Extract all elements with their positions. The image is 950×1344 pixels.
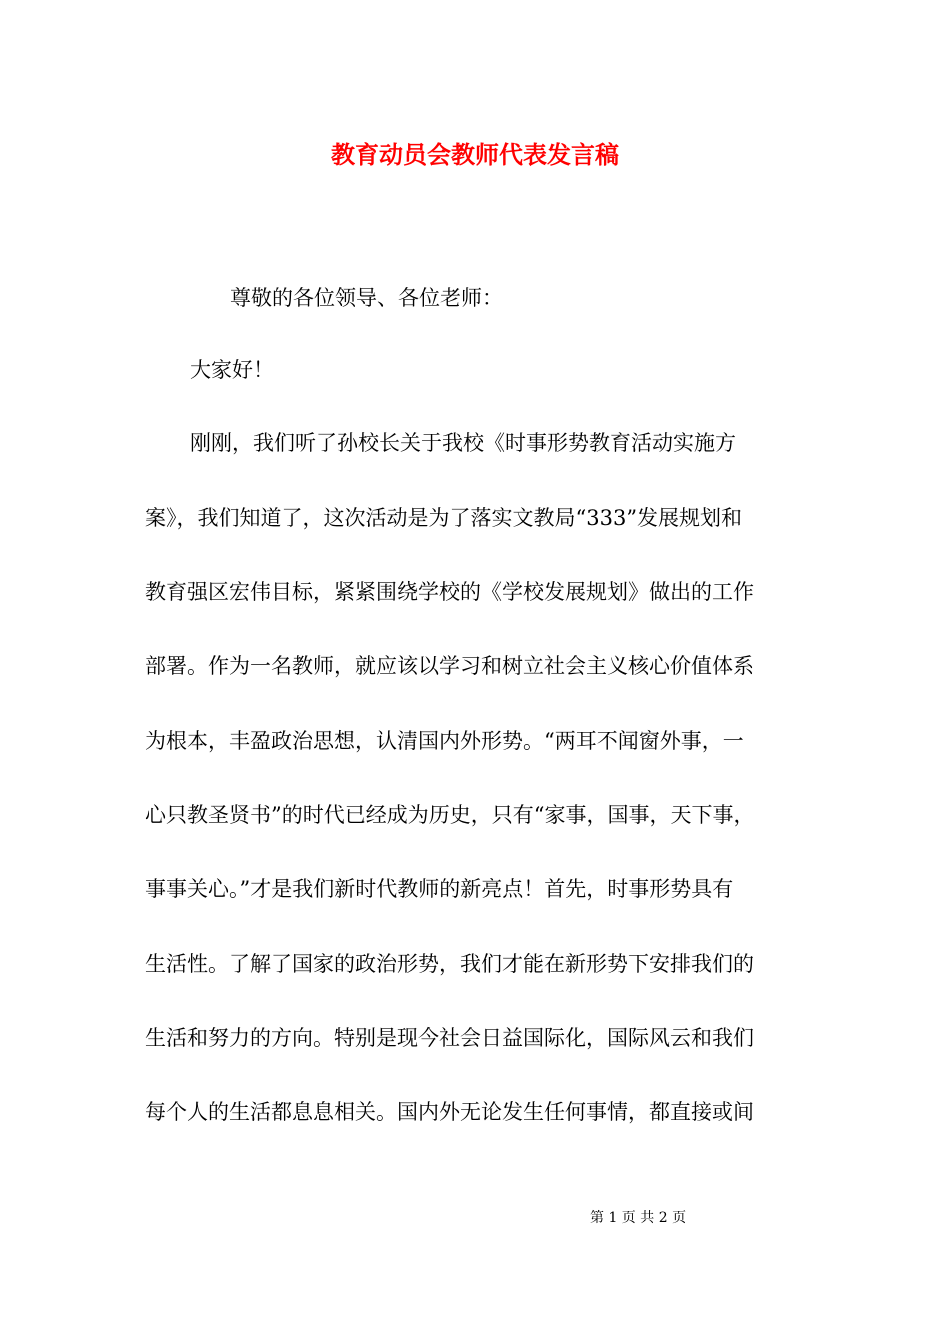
- body-line: 生活和努力的方向。特别是现今社会日益国际化，国际风云和我们: [145, 1026, 754, 1050]
- body-line: 部署。作为一名教师，就应该以学习和树立社会主义核心价值体系: [145, 654, 754, 678]
- body-line: 刚刚，我们听了孙校长关于我校《时事形势教育活动实施方: [190, 431, 736, 455]
- page-number-footer: 第 1 页 共 2 页: [590, 1210, 687, 1226]
- document-title: 教育动员会教师代表发言稿: [331, 140, 619, 169]
- body-line: 心只教圣贤书”的时代已经成为历史，只有“家事，国事，天下事，: [145, 803, 755, 827]
- body-line: 每个人的生活都息息相关。国内外无论发生任何事情，都直接或间: [145, 1100, 754, 1124]
- body-line: 教育强区宏伟目标，紧紧围绕学校的《学校发展规划》做出的工作: [145, 580, 754, 604]
- body-line: 事事关心。”才是我们新时代教师的新亮点！首先，时事形势具有: [145, 877, 734, 901]
- salutation: 尊敬的各位领导、各位老师：: [230, 286, 503, 310]
- body-line: 案》，我们知道了，这次活动是为了落实文教局“333”发展规划和: [145, 506, 743, 530]
- greeting: 大家好！: [190, 358, 274, 382]
- body-line: 生活性。了解了国家的政治形势，我们才能在新形势下安排我们的: [145, 952, 754, 976]
- body-line: 为根本，丰盈政治思想，认清国内外形势。“两耳不闻窗外事，一: [145, 729, 744, 753]
